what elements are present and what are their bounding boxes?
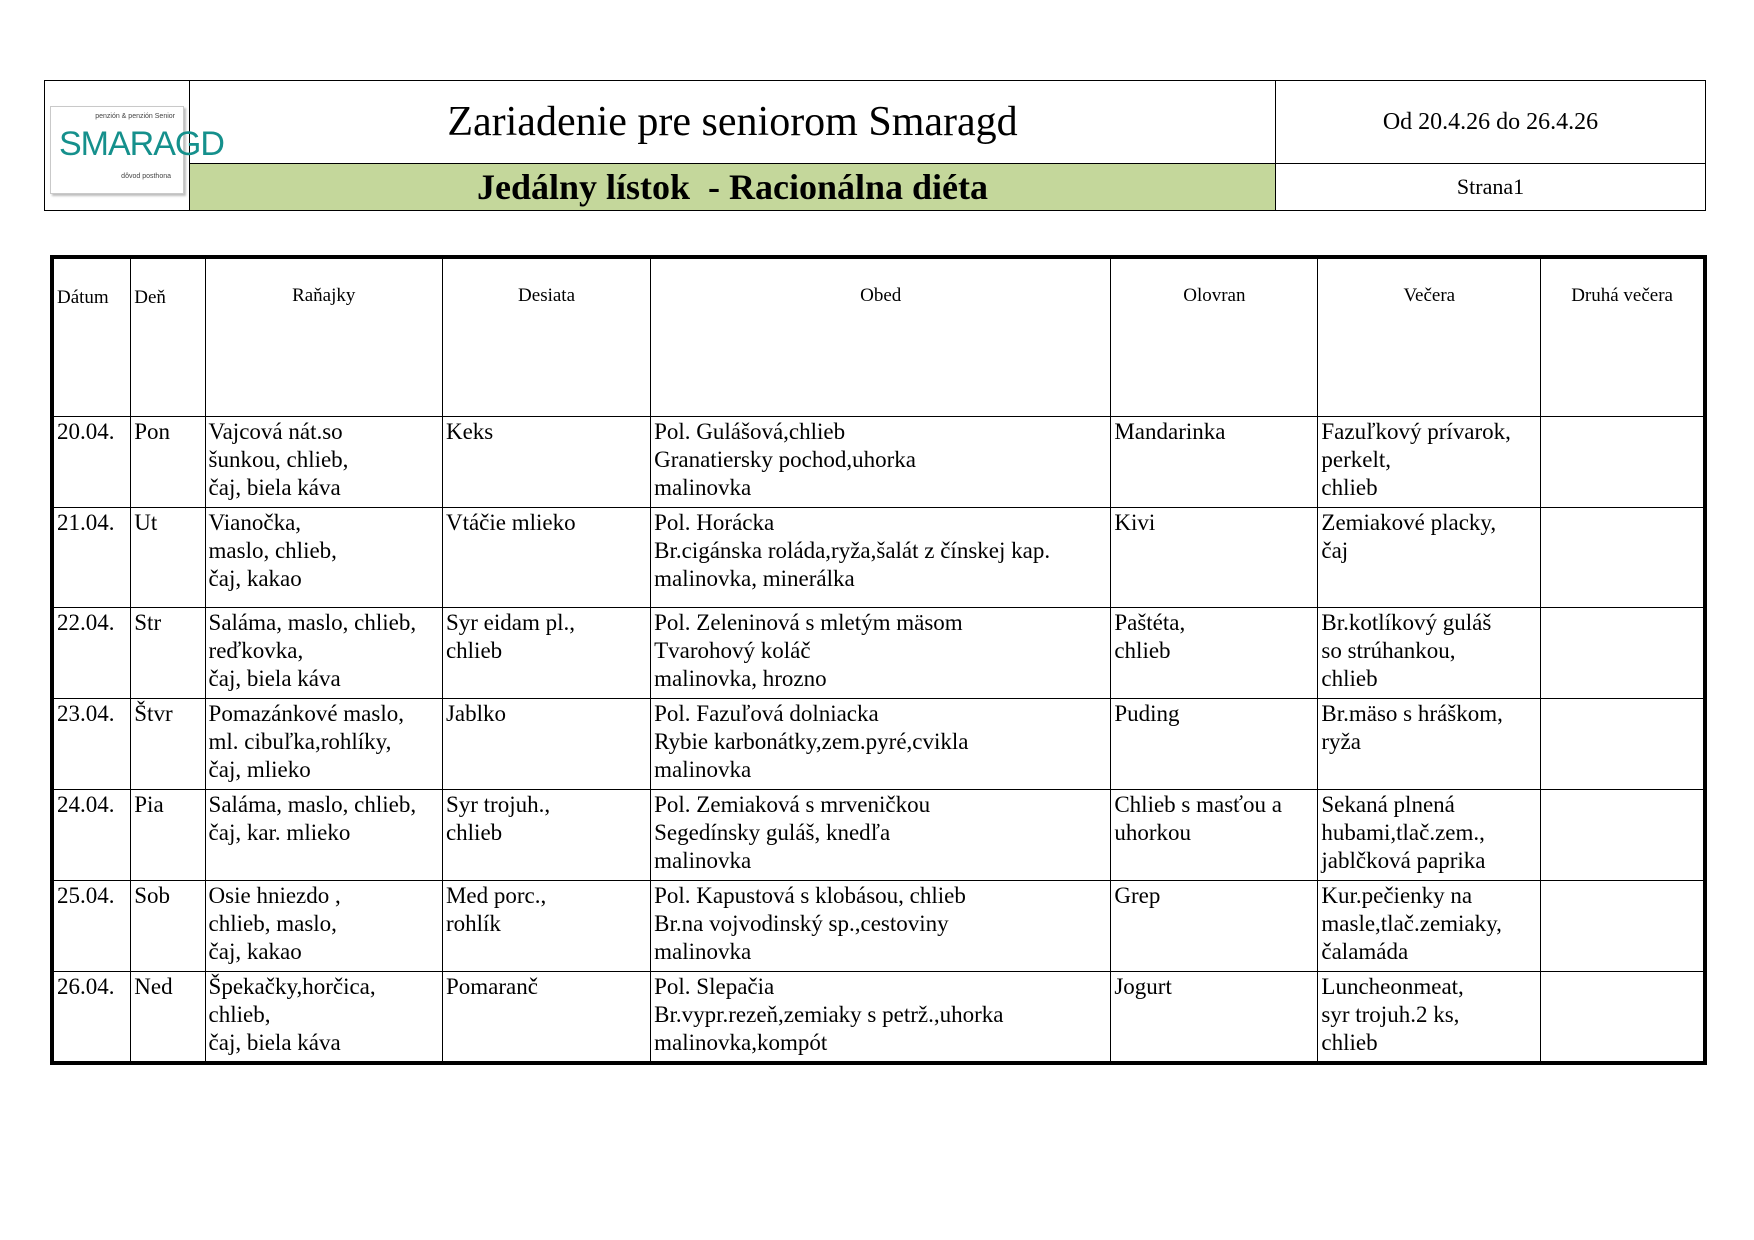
- date-cell: 26.04.: [52, 972, 131, 1063]
- cell-line: chlieb: [1321, 475, 1378, 500]
- druha-vecera-cell: [1541, 790, 1705, 881]
- cell-line: čaj: [1321, 538, 1349, 563]
- desiata-cell: [442, 508, 650, 608]
- cell-line: malinovka, hrozno: [654, 666, 827, 691]
- cell-line: čaj, kar. mlieko: [208, 820, 351, 845]
- cell-line: maslo, chlieb,: [208, 538, 337, 563]
- druha-vecera-cell: [1541, 881, 1705, 972]
- menu-table: [50, 255, 1707, 1065]
- cell-line: Med porc.,: [445, 883, 547, 908]
- cell-line: malinovka: [654, 475, 752, 500]
- cell-line: čaj, biela káva: [208, 1030, 341, 1055]
- cell-line: Keks: [445, 419, 494, 444]
- cell-line: Br.kotlíkový guláš: [1321, 610, 1492, 635]
- cell-line: chlieb: [445, 638, 503, 663]
- cell-line: jablčková paprika: [1321, 848, 1486, 873]
- menu-subtitle: Jedálny lístok - Racionálna diéta: [190, 163, 1276, 210]
- cell-line: Kivi: [1114, 510, 1156, 535]
- cell-line: Pomazánkové maslo,: [208, 701, 404, 726]
- cell-line: Granatiersky pochod,uhorka: [654, 447, 916, 472]
- cell-line: Saláma, maslo, chlieb,: [208, 610, 417, 635]
- vecera-cell: [1318, 417, 1541, 508]
- druha-vecera-cell: [1541, 608, 1705, 699]
- cell-line: Syr trojuh.,: [445, 792, 551, 817]
- ranajky-cell: [205, 508, 442, 608]
- cell-line: syr trojuh.2 ks,: [1321, 1002, 1460, 1027]
- obed-cell: [651, 608, 1111, 699]
- cell-line: ryža: [1321, 729, 1361, 754]
- cell-line: reďkovka,: [208, 638, 304, 663]
- logo-bottom-text: dôvod posthona: [121, 173, 171, 180]
- day-cell: Str: [131, 608, 205, 699]
- cell-line: Rybie karbonátky,zem.pyré,cvikla: [654, 729, 969, 754]
- cell-line: Jablko: [445, 701, 507, 726]
- cell-line: Pol. Fazuľová dolniacka: [654, 701, 879, 726]
- cell-line: perkelt,: [1321, 447, 1391, 472]
- ranajky-cell: [205, 972, 442, 1063]
- cell-line: chlieb,: [208, 1002, 271, 1027]
- ranajky-cell: [205, 608, 442, 699]
- column-header-olovran: Olovran: [1111, 257, 1318, 417]
- cell-line: Osie hniezdo ,: [208, 883, 341, 908]
- cell-line: malinovka: [654, 757, 752, 782]
- cell-line: uhorkou: [1114, 820, 1192, 845]
- cell-line: so strúhankou,: [1321, 638, 1456, 663]
- cell-line: malinovka,kompót: [654, 1030, 828, 1055]
- cell-line: Vianočka,: [208, 510, 302, 535]
- olovran-cell: [1111, 790, 1318, 881]
- cell-line: ml. cibuľka,rohlíky,: [208, 729, 392, 754]
- vecera-cell: [1318, 790, 1541, 881]
- date-range: Od 20.4.26 do 26.4.26: [1382, 108, 1599, 135]
- cell-line: Chlieb s masťou a: [1114, 792, 1282, 817]
- cell-line: čaj, biela káva: [208, 666, 341, 691]
- page-number: Strana1: [1276, 163, 1705, 210]
- date-cell: 23.04.: [52, 699, 131, 790]
- day-cell: Sob: [131, 881, 205, 972]
- column-header-ranajky: Raňajky: [205, 257, 442, 417]
- cell-line: Jogurt: [1114, 974, 1172, 999]
- cell-line: masle,tlač.zemiaky,: [1321, 911, 1502, 936]
- cell-line: Zemiakové placky,: [1321, 510, 1497, 535]
- cell-line: chlieb: [1321, 666, 1378, 691]
- day-cell: Pon: [131, 417, 205, 508]
- column-header-obed: Obed: [651, 257, 1111, 417]
- table-row: [52, 417, 1705, 508]
- ranajky-cell: [205, 790, 442, 881]
- druha-vecera-cell: [1541, 508, 1705, 608]
- cell-line: Br.cigánska roláda,ryža,šalát z čínskej kap.: [654, 538, 1051, 563]
- cell-line: Pol. Horácka: [654, 510, 775, 535]
- cell-line: malinovka: [654, 848, 752, 873]
- cell-line: Špekačky,horčica,: [208, 974, 376, 999]
- obed-cell: [651, 972, 1111, 1063]
- vecera-cell: [1318, 881, 1541, 972]
- cell-line: chlieb: [1321, 1030, 1378, 1055]
- menu-table-body: [52, 417, 1705, 1063]
- olovran-cell: [1111, 508, 1318, 608]
- cell-line: malinovka: [654, 939, 752, 964]
- vecera-cell: [1318, 608, 1541, 699]
- logo-cell: [45, 81, 224, 210]
- vecera-cell: [1318, 972, 1541, 1063]
- cell-line: Vtáčie mlieko: [445, 510, 576, 535]
- desiata-cell: [442, 972, 650, 1063]
- table-row: [52, 508, 1705, 608]
- vecera-cell: [1318, 699, 1541, 790]
- date-cell: 25.04.: [52, 881, 131, 972]
- day-cell: Ut: [131, 508, 205, 608]
- date-cell: 21.04.: [52, 508, 131, 608]
- obed-cell: [651, 790, 1111, 881]
- ranajky-cell: [205, 699, 442, 790]
- day-cell: Štvr: [131, 699, 205, 790]
- date-cell: 20.04.: [52, 417, 131, 508]
- cell-line: Segedínsky guláš, knedľa: [654, 820, 891, 845]
- druha-vecera-cell: [1541, 972, 1705, 1063]
- vecera-cell: [1318, 508, 1541, 608]
- cell-line: Br.mäso s hráškom,: [1321, 701, 1503, 726]
- druha-vecera-cell: [1541, 417, 1705, 508]
- table-row: [52, 881, 1705, 972]
- cell-line: Kur.pečienky na: [1321, 883, 1473, 908]
- ranajky-cell: [205, 881, 442, 972]
- table-row: [52, 972, 1705, 1063]
- olovran-cell: [1111, 972, 1318, 1063]
- druha-vecera-cell: [1541, 699, 1705, 790]
- cell-line: Syr eidam pl.,: [445, 610, 575, 635]
- cell-line: Pol. Gulášová,chlieb: [654, 419, 846, 444]
- olovran-cell: [1111, 699, 1318, 790]
- column-header-druha-vecera: Druhá večera: [1541, 257, 1705, 417]
- cell-line: chlieb: [445, 820, 503, 845]
- logo-word: SMARAGD: [59, 125, 224, 163]
- cell-line: Pol. Slepačia: [654, 974, 775, 999]
- header-block: [44, 80, 1706, 211]
- cell-line: Vajcová nát.so: [208, 419, 343, 444]
- cell-line: čaj, mlieko: [208, 757, 311, 782]
- column-header-day: Deň: [131, 257, 205, 417]
- cell-line: Pomaranč: [445, 974, 538, 999]
- cell-line: hubami,tlač.zem.,: [1321, 820, 1485, 845]
- date-cell: 22.04.: [52, 608, 131, 699]
- cell-line: čaj, kakao: [208, 566, 302, 591]
- cell-line: čalamáda: [1321, 939, 1409, 964]
- cell-line: chlieb: [1114, 638, 1171, 663]
- desiata-cell: [442, 790, 650, 881]
- column-header-vecera: Večera: [1318, 257, 1541, 417]
- ranajky-cell: [205, 417, 442, 508]
- cell-line: Mandarinka: [1114, 419, 1226, 444]
- cell-line: Luncheonmeat,: [1321, 974, 1464, 999]
- logo-top-text: penzión & penzión Senior: [95, 113, 175, 120]
- column-header-date: Dátum: [52, 257, 131, 417]
- desiata-cell: [442, 699, 650, 790]
- cell-line: Pol. Zemiaková s mrveničkou: [654, 792, 931, 817]
- cell-line: čaj, biela káva: [208, 475, 341, 500]
- obed-cell: [651, 508, 1111, 608]
- date-cell: 24.04.: [52, 790, 131, 881]
- table-row: [52, 699, 1705, 790]
- cell-line: Tvarohový koláč: [654, 638, 811, 663]
- obed-cell: [651, 417, 1111, 508]
- olovran-cell: [1111, 608, 1318, 699]
- cell-line: Br.na vojvodinský sp.,cestoviny: [654, 911, 949, 936]
- cell-line: malinovka, minerálka: [654, 566, 855, 591]
- cell-line: Grep: [1114, 883, 1161, 908]
- day-cell: Pia: [131, 790, 205, 881]
- cell-line: Fazuľkový prívarok,: [1321, 419, 1511, 444]
- cell-line: Pol. Kapustová s klobásou, chlieb: [654, 883, 966, 908]
- table-row: [52, 790, 1705, 881]
- desiata-cell: [442, 881, 650, 972]
- cell-line: Saláma, maslo, chlieb,: [208, 792, 417, 817]
- cell-line: rohlík: [445, 911, 501, 936]
- table-row: [52, 608, 1705, 699]
- page-title: Zariadenie pre seniorom Smaragd: [190, 81, 1276, 163]
- olovran-cell: [1111, 417, 1318, 508]
- column-header-desiata: Desiata: [442, 257, 650, 417]
- cell-line: chlieb, maslo,: [208, 911, 337, 936]
- table-header-row: [52, 257, 1705, 417]
- cell-line: Sekaná plnená: [1321, 792, 1455, 817]
- cell-line: čaj, kakao: [208, 939, 302, 964]
- desiata-cell: [442, 608, 650, 699]
- cell-line: šunkou, chlieb,: [208, 447, 349, 472]
- cell-line: Paštéta,: [1114, 610, 1186, 635]
- smaragd-logo: [50, 106, 224, 194]
- olovran-cell: [1111, 881, 1318, 972]
- cell-line: Pol. Zeleninová s mletým mäsom: [654, 610, 963, 635]
- desiata-cell: [442, 417, 650, 508]
- cell-line: Br.vypr.rezeň,zemiaky s petrž.,uhorka: [654, 1002, 1004, 1027]
- obed-cell: [651, 699, 1111, 790]
- day-cell: Ned: [131, 972, 205, 1063]
- cell-line: Puding: [1114, 701, 1180, 726]
- obed-cell: [651, 881, 1111, 972]
